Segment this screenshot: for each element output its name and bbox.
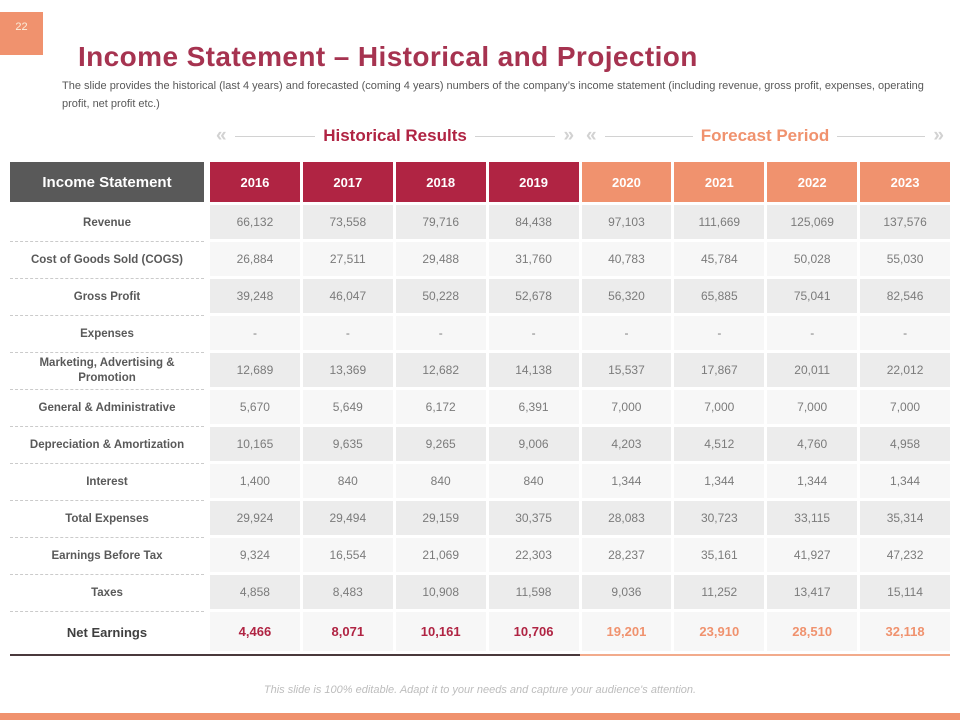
row-label: Revenue: [10, 205, 204, 242]
slide-number-badge: 22: [0, 12, 43, 55]
year-header-2016: 2016: [210, 162, 300, 202]
cell-value: 137,576: [860, 205, 950, 239]
cell-value: -: [303, 316, 393, 350]
cell-value: -: [860, 316, 950, 350]
cell-value: 23,910: [674, 612, 764, 651]
cell-value: 66,132: [210, 205, 300, 239]
row-values: [210, 501, 950, 538]
cell-value: 29,159: [396, 501, 486, 535]
table-bottom-border: [10, 654, 950, 656]
cell-value: 1,344: [860, 464, 950, 498]
cell-value: 56,320: [582, 279, 672, 313]
double-chevron-left-icon: «: [586, 124, 597, 146]
cell-value: 84,438: [489, 205, 579, 239]
footer-note: This slide is 100% editable. Adapt it to your needs and capture your audience's attention.: [263, 684, 697, 696]
cell-value: 21,069: [396, 538, 486, 572]
row-values: [210, 205, 950, 242]
cell-value: 4,466: [210, 612, 300, 651]
year-header-2019: 2019: [489, 162, 579, 202]
cell-value: 1,344: [674, 464, 764, 498]
cell-value: 39,248: [210, 279, 300, 313]
cell-value: 27,511: [303, 242, 393, 276]
cell-value: 29,924: [210, 501, 300, 535]
cell-value: 12,682: [396, 353, 486, 387]
cell-value: 55,030: [860, 242, 950, 276]
cell-value: 82,546: [860, 279, 950, 313]
table-row: [10, 612, 950, 654]
cell-value: 12,689: [210, 353, 300, 387]
cell-value: 31,760: [489, 242, 579, 276]
cell-value: 10,908: [396, 575, 486, 609]
row-label: Interest: [10, 464, 204, 501]
cell-value: -: [582, 316, 672, 350]
cell-value: 41,927: [767, 538, 857, 572]
page-title: Income Statement – Historical and Projection: [78, 40, 698, 72]
table-row: [10, 575, 950, 612]
cell-value: 19,201: [582, 612, 672, 651]
cell-value: -: [210, 316, 300, 350]
table-rows: [10, 205, 950, 654]
cell-value: 47,232: [860, 538, 950, 572]
row-values: [210, 316, 950, 353]
cell-value: 9,265: [396, 427, 486, 461]
cell-value: 46,047: [303, 279, 393, 313]
row-label: Net Earnings: [66, 624, 148, 640]
row-values: [210, 612, 950, 654]
bottom-accent-bar: [0, 713, 960, 720]
table-row: [10, 390, 950, 427]
row-label: Depreciation & Amortization: [10, 427, 204, 464]
double-chevron-right-icon: »: [563, 124, 575, 146]
cell-value: 32,118: [860, 612, 950, 651]
cell-value: 79,716: [396, 205, 486, 239]
forecast-period-label: Forecast Period: [700, 126, 830, 145]
cell-value: 35,161: [674, 538, 764, 572]
row-label: Expenses: [10, 316, 204, 353]
row-label: General & Administrative: [10, 390, 204, 427]
cell-value: 28,083: [582, 501, 672, 535]
cell-value: 9,324: [210, 538, 300, 572]
cell-value: 7,000: [767, 390, 857, 424]
cell-value: 29,488: [396, 242, 486, 276]
year-header-2022: 2022: [767, 162, 857, 202]
cell-value: 15,114: [860, 575, 950, 609]
row-label: Earnings Before Tax: [10, 538, 204, 575]
cell-value: 10,165: [210, 427, 300, 461]
cell-value: 9,635: [303, 427, 393, 461]
bottom-border-forecast-segment: [580, 654, 950, 656]
slide-description: The slide provides the historical (last 4 years) and forecasted (coming 4 years) numbers of the company’s income statement (including revenue, gross profit, expenses, operating profit, net profit etc.): [62, 80, 924, 111]
cell-value: 16,554: [303, 538, 393, 572]
cell-value: 840: [396, 464, 486, 498]
cell-value: 17,867: [674, 353, 764, 387]
cell-value: 97,103: [582, 205, 672, 239]
table-row: [10, 316, 950, 353]
year-header-2018: 2018: [396, 162, 486, 202]
cell-value: 7,000: [860, 390, 950, 424]
historical-results-label: Historical Results: [323, 126, 467, 145]
cell-value: 1,344: [582, 464, 672, 498]
cell-value: 6,391: [489, 390, 579, 424]
corner-header: Income Statement: [10, 162, 204, 202]
double-chevron-left-icon: «: [216, 124, 227, 146]
table-row: [10, 205, 950, 242]
cell-value: 40,783: [582, 242, 672, 276]
cell-value: 5,670: [210, 390, 300, 424]
cell-value: 125,069: [767, 205, 857, 239]
year-header-2017: 2017: [303, 162, 393, 202]
year-header-2021: 2021: [674, 162, 764, 202]
table-row: [10, 279, 950, 316]
cell-value: 10,706: [489, 612, 579, 651]
cell-value: 8,071: [303, 612, 393, 651]
cell-value: 8,483: [303, 575, 393, 609]
cell-value: 73,558: [303, 205, 393, 239]
year-header-row: [210, 162, 950, 202]
year-header-2020: 2020: [582, 162, 672, 202]
table-row: [10, 538, 950, 575]
cell-value: -: [489, 316, 579, 350]
cell-value: 6,172: [396, 390, 486, 424]
cell-value: 4,858: [210, 575, 300, 609]
table-row: [10, 501, 950, 538]
row-label: Total Expenses: [10, 501, 204, 538]
cell-value: 7,000: [674, 390, 764, 424]
cell-value: 840: [489, 464, 579, 498]
cell-value: 50,228: [396, 279, 486, 313]
cell-value: 4,760: [767, 427, 857, 461]
cell-value: 1,344: [767, 464, 857, 498]
cell-value: 33,115: [767, 501, 857, 535]
cell-value: 30,375: [489, 501, 579, 535]
cell-value: 4,203: [582, 427, 672, 461]
income-statement-table: [10, 162, 950, 656]
table-row: [10, 242, 950, 279]
divider-line: [837, 136, 925, 137]
row-values: [210, 464, 950, 501]
cell-value: 4,512: [674, 427, 764, 461]
cell-value: 26,884: [210, 242, 300, 276]
row-values: [210, 575, 950, 612]
cell-value: 11,252: [674, 575, 764, 609]
cell-value: 65,885: [674, 279, 764, 313]
section-header-forecast: [580, 121, 950, 151]
row-values: [210, 390, 950, 427]
divider-line: [475, 136, 556, 137]
cell-value: 840: [303, 464, 393, 498]
table-row: [10, 464, 950, 501]
cell-value: 4,958: [860, 427, 950, 461]
cell-value: -: [674, 316, 764, 350]
row-label: Gross Profit: [10, 279, 204, 316]
cell-value: -: [767, 316, 857, 350]
cell-value: 50,028: [767, 242, 857, 276]
cell-value: 7,000: [582, 390, 672, 424]
cell-value: 13,369: [303, 353, 393, 387]
cell-value: 29,494: [303, 501, 393, 535]
row-label: Cost of Goods Sold (COGS): [10, 242, 204, 279]
cell-value: 45,784: [674, 242, 764, 276]
cell-value: 10,161: [396, 612, 486, 651]
cell-value: 14,138: [489, 353, 579, 387]
row-values: [210, 242, 950, 279]
row-values: [210, 353, 950, 390]
double-chevron-right-icon: »: [933, 124, 944, 146]
section-header-historical: [210, 121, 580, 151]
cell-value: 111,669: [674, 205, 764, 239]
divider-line: [235, 136, 316, 137]
cell-value: 1,400: [210, 464, 300, 498]
cell-value: 75,041: [767, 279, 857, 313]
row-values: [210, 279, 950, 316]
cell-value: 11,598: [489, 575, 579, 609]
cell-value: 9,006: [489, 427, 579, 461]
row-label: Marketing, Advertising & Promotion: [10, 353, 204, 390]
divider-line: [605, 136, 693, 137]
cell-value: 13,417: [767, 575, 857, 609]
cell-value: 28,237: [582, 538, 672, 572]
table-header-row: [10, 162, 950, 202]
year-header-2023: 2023: [860, 162, 950, 202]
section-header-row: [210, 121, 950, 151]
cell-value: 20,011: [767, 353, 857, 387]
table-row: [10, 427, 950, 464]
cell-value: 28,510: [767, 612, 857, 651]
cell-value: 35,314: [860, 501, 950, 535]
row-values: [210, 427, 950, 464]
cell-value: -: [396, 316, 486, 350]
row-label: Taxes: [10, 575, 204, 612]
table-row: [10, 353, 950, 390]
cell-value: 22,303: [489, 538, 579, 572]
cell-value: 22,012: [860, 353, 950, 387]
cell-value: 30,723: [674, 501, 764, 535]
cell-value: 5,649: [303, 390, 393, 424]
cell-value: 15,537: [582, 353, 672, 387]
row-values: [210, 538, 950, 575]
cell-value: 52,678: [489, 279, 579, 313]
bottom-border-historical-segment: [10, 654, 580, 656]
cell-value: 9,036: [582, 575, 672, 609]
